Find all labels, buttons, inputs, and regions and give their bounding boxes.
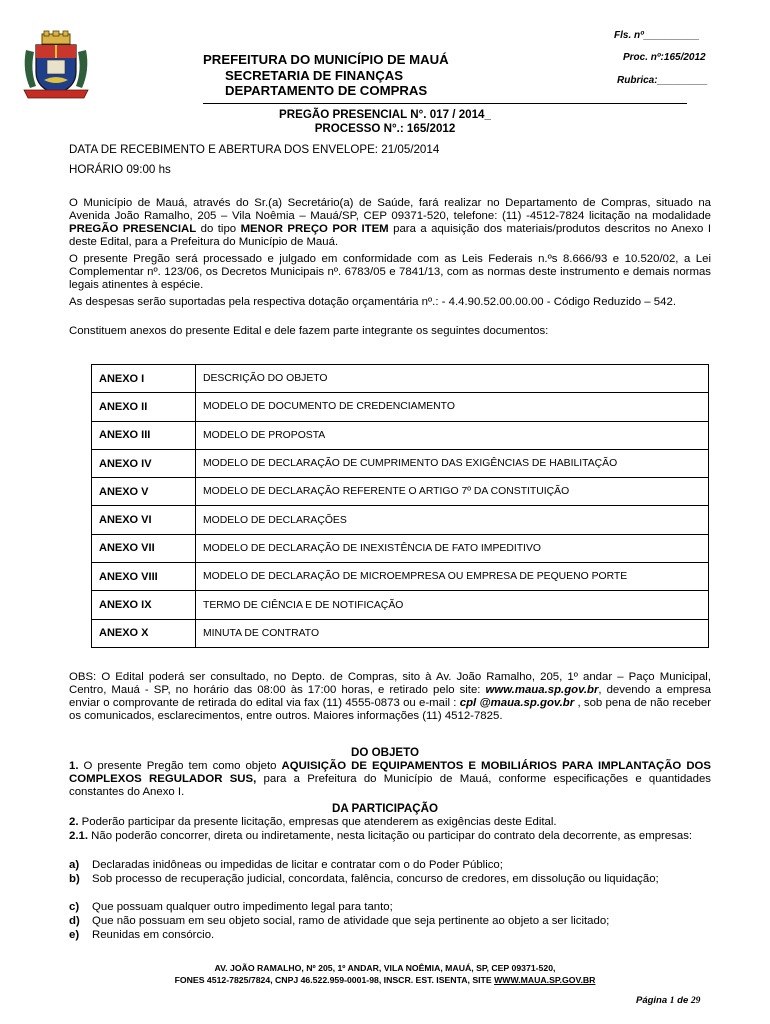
obs-paragraph: OBS: O Edital poderá ser consultado, no Depto. de Compras, sito à Av. João Ramalho, 205, 1º andar – Paço Municipal, Centro, Mauá - SP, no horário das 08:00 às 17:00 horas, e retirado pelo site: www.maua.sp.gov.br, devendo a empresa enviar o comprovante de retirada do edital via fax (11) 4555-0873 ou e-mail : cpl @maua.sp.gov.br , sob pena de não receber os comunicados, esclarecimentos, entre outros. Maiores informações (11) 4512-7825. bbox=[69, 671, 712, 723]
municipal-coat-of-arms bbox=[20, 30, 92, 107]
list-item: c) Que possuam qualquer outro impedimento legal para tanto; bbox=[69, 901, 393, 913]
horario: HORÁRIO 09:00 hs bbox=[69, 163, 171, 176]
list-item: b) Sob processo de recuperação judicial, concordata, falência, concurso de credores, em dissolução ou liquidação; bbox=[69, 873, 659, 885]
footer-contacts: FONES 4512-7825/7824, CNPJ 46.522.959-0001-98, INSCR. EST. ISENTA, SITE WWW.MAUA.SP.GOV.BR bbox=[174, 975, 596, 985]
email-link[interactable]: cpl @maua.sp.gov.br bbox=[459, 697, 575, 710]
table-row: ANEXO VIII MODELO DE DECLARAÇÃO DE MICROEMPRESA OU EMPRESA DE PEQUENO PORTE bbox=[92, 563, 709, 591]
table-row: ANEXO V MODELO DE DECLARAÇÃO REFERENTE O ARTIGO 7º DA CONSTITUIÇÃO bbox=[92, 478, 709, 506]
table-row: ANEXO I DESCRIÇÃO DO OBJETO bbox=[92, 365, 709, 393]
legal-basis-paragraph: O presente Pregão será processado e julgado em conformidade com as Leis Federais n.ºs 8.666/93 e 10.520/02, a Lei Complementar nº. 123/06, os Decretos Municipais nº. 6783/05 e 7841/13, com as normas deste instrumento e demais normas legais atinentes à espécie. bbox=[69, 253, 711, 292]
list-item: a) Declaradas inidôneas ou impedidas de licitar e contratar com o do Poder Público; bbox=[69, 859, 503, 871]
header-title-block bbox=[203, 52, 449, 99]
footer-site-link[interactable]: WWW.MAUA.SP.GOV.BR bbox=[494, 975, 596, 985]
intro-paragraph: O Município de Mauá, através do Sr.(a) Secretário(a) de Saúde, fará realizar no Departamento de Compras, situado na Avenida João Ramalho, 205 – Vila Noêmia – Mauá/SP, CEP 09371-520, telefone: (11) -4512-7824 licitação na modalidade PREGÃO PRESENCIAL do tipo MENOR PREÇO POR ITEM para a aquisição dos materiais/produtos descritos no Anexo I deste Edital, para a Prefeitura do Município de Mauá. bbox=[69, 197, 711, 249]
participacao-item-2: 2. Poderão participar da presente licitação, empresas que atenderem as exigências deste Edital. bbox=[69, 816, 557, 828]
table-row: ANEXO IX TERMO DE CIÊNCIA E DE NOTIFICAÇÃO bbox=[92, 591, 709, 619]
table-row: ANEXO VII MODELO DE DECLARAÇÃO DE INEXISTÊNCIA DE FATO IMPEDITIVO bbox=[92, 534, 709, 562]
list-item: e) Reunidas em consórcio. bbox=[69, 929, 215, 941]
table-row: ANEXO VI MODELO DE DECLARAÇÕES bbox=[92, 506, 709, 534]
header-fls: Fls. nº__________ bbox=[614, 30, 700, 41]
table-row: ANEXO II MODELO DE DOCUMENTO DE CREDENCIAMENTO bbox=[92, 393, 709, 421]
header-title-prefeitura: PREFEITURA DO MUNICÍPIO DE MAUÁ bbox=[203, 52, 449, 67]
list-item: d) Que não possuam em seu objeto social, ramo de atividade que seja pertinente ao objeto a ser licitado; bbox=[69, 915, 610, 927]
table-row: ANEXO IV MODELO DE DECLARAÇÃO DE CUMPRIMENTO DAS EXIGÊNCIAS DE HABILITAÇÃO bbox=[92, 449, 709, 477]
objeto-paragraph: 1. O presente Pregão tem como objeto AQUISIÇÃO DE EQUIPAMENTOS E MOBILIÁRIOS PARA IMPLANTAÇÃO DOS COMPLEXOS REGULADOR SUS, para a Prefeitura do Município de Mauá, conforme especificações e quantidades constantes do Anexo I. bbox=[69, 760, 712, 799]
data-recebimento: DATA DE RECEBIMENTO E ABERTURA DOS ENVELOPE: 21/05/2014 bbox=[69, 143, 440, 156]
header-rubrica: Rubrica:_________ bbox=[617, 75, 708, 86]
page-number: Página 1 de 29 bbox=[636, 995, 701, 1006]
header-rule bbox=[203, 103, 687, 104]
processo-heading: PROCESSO N°.: 165/2012 bbox=[314, 122, 456, 135]
budget-paragraph: As despesas serão suportadas pela respectiva dotação orçamentária nº.: - 4.4.90.52.00.00.00 - Código Reduzido – 542. bbox=[69, 296, 676, 308]
annexes-intro: Constituem anexos do presente Edital e dele fazem parte integrante os seguintes documentos: bbox=[69, 325, 549, 337]
header-proc: Proc. nº:165/2012 bbox=[623, 52, 706, 63]
header-title-departamento: DEPARTAMENTO DE COMPRAS bbox=[225, 83, 428, 98]
objeto-heading: DO OBJETO bbox=[350, 746, 420, 759]
participacao-heading: DA PARTICIPAÇÃO bbox=[331, 802, 439, 815]
header-title-secretaria: SECRETARIA DE FINANÇAS bbox=[225, 67, 404, 83]
footer-address: AV. JOÃO RAMALHO, Nº 205, 1º ANDAR, VILA NOÊMIA, MAUÁ, SP, CEP 09371-520, bbox=[214, 963, 556, 973]
site-link[interactable]: www.maua.sp.gov.br bbox=[485, 684, 599, 697]
table-row: ANEXO X MINUTA DE CONTRATO bbox=[92, 619, 709, 647]
table-row: ANEXO III MODELO DE PROPOSTA bbox=[92, 421, 709, 449]
pregao-heading: PREGÃO PRESENCIAL N°. 017 / 2014_ bbox=[279, 108, 491, 121]
annex-table bbox=[91, 364, 709, 648]
participacao-item-2-1: 2.1. Não poderão concorrer, direta ou indiretamente, nesta licitação ou participar do contrato dela decorrente, as empresas: bbox=[69, 830, 693, 842]
